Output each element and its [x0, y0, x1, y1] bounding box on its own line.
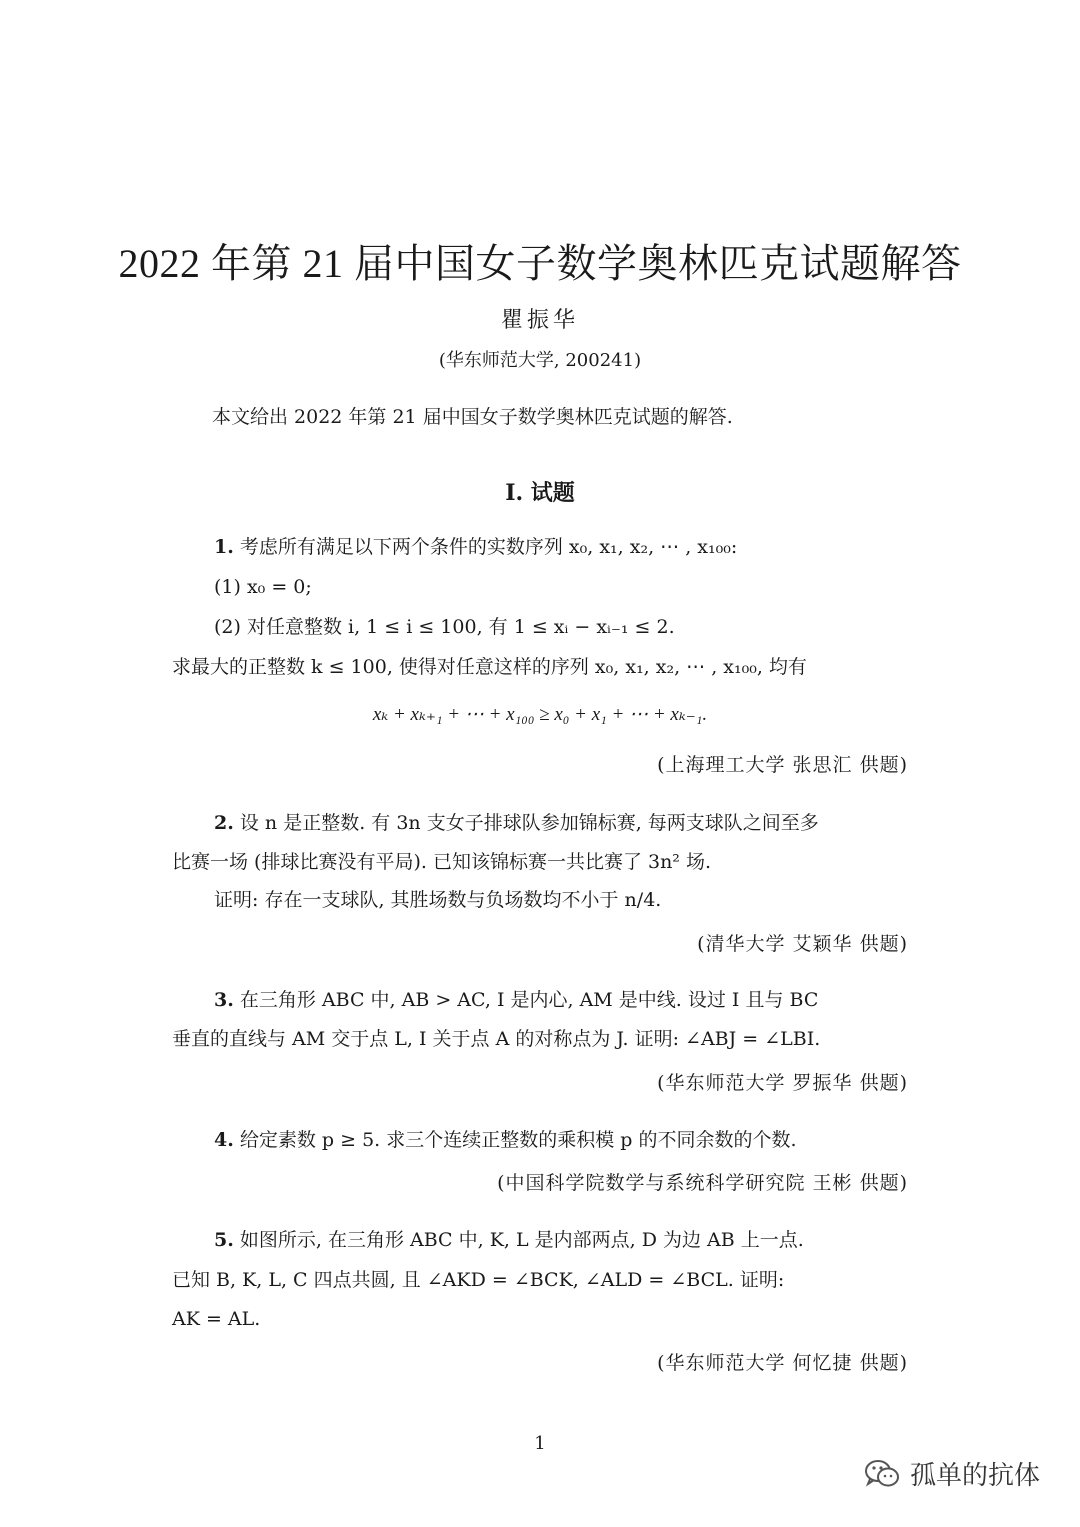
page-number: 1: [534, 1433, 546, 1454]
problem-1-source: (上海理工大学 张思汇 供题): [657, 754, 908, 776]
problem-3-line-2: 垂直的直线与 AM 交于点 L, I 关于点 A 的对称点为 J. 证明: ∠ABJ = ∠LBI.: [172, 1028, 821, 1050]
problem-5-text: 如图所示, 在三角形 ABC 中, K, L 是内部两点, D 为边 AB 上一点.: [239, 1229, 804, 1251]
problem-5-line-2: 已知 B, K, L, C 四点共圆, 且 ∠AKD = ∠BCK, ∠ALD = ∠BCL. 证明:: [172, 1269, 785, 1291]
problem-3-number: 3.: [214, 989, 234, 1011]
problem-5-source: (华东师范大学 何忆捷 供题): [657, 1352, 908, 1374]
problem-2-source: (清华大学 艾颖华 供题): [697, 933, 908, 955]
problem-5-line-3: AK = AL.: [172, 1308, 261, 1330]
problem-2-line-2: 比赛一场 (排球比赛没有平局). 已知该锦标赛一共比赛了 3n² 场.: [172, 851, 712, 873]
section-heading: I. 试题: [505, 480, 575, 506]
problem-3-source: (华东师范大学 罗振华 供题): [657, 1072, 908, 1094]
author-affiliation: (华东师范大学, 200241): [438, 350, 642, 371]
wechat-icon: [864, 1458, 902, 1490]
problem-2-line-1: [214, 814, 819, 833]
problem-1-text: 考虑所有满足以下两个条件的实数序列 x₀, x₁, x₂, ⋯ , x₁₀₀:: [239, 536, 738, 558]
watermark-text: 孤单的抗体: [910, 1461, 1041, 1491]
problem-1-inequality: xₖ + xₖ₊₁ + ⋯ + x₁₀₀ ≥ x₀ + x₁ + ⋯ + xₖ₋₁.: [372, 704, 708, 725]
page-title: 2022 年第 21 届中国女子数学奥林匹克试题解答: [118, 241, 962, 286]
problem-2-text: 设 n 是正整数. 有 3n 支女子排球队参加锦标赛, 每两支球队之间至多: [239, 812, 819, 834]
problem-1-condition-1: (1) x₀ = 0;: [214, 576, 312, 598]
problem-4-source: (中国科学院数学与系统科学研究院 王彬 供题): [497, 1172, 908, 1194]
problem-3-line-1: [214, 991, 818, 1010]
author-name: 瞿振华: [500, 308, 579, 333]
problem-2-line-3: 证明: 存在一支球队, 其胜场数与负场数均不小于 n/4.: [214, 889, 662, 911]
problem-5-line-1: [214, 1231, 804, 1250]
problem-2-number: 2.: [214, 812, 234, 834]
problem-1-number: 1.: [214, 536, 234, 558]
problem-1-condition-2: (2) 对任意整数 i, 1 ≤ i ≤ 100, 有 1 ≤ xᵢ − xᵢ₋₁ ≤ 2.: [214, 616, 675, 638]
problem-1-question: 求最大的正整数 k ≤ 100, 使得对任意这样的序列 x₀, x₁, x₂, ⋯ , x₁₀₀, 均有: [172, 656, 807, 678]
problem-4-number: 4.: [214, 1129, 234, 1151]
abstract-text: 本文给出 2022 年第 21 届中国女子数学奥林匹克试题的解答.: [212, 406, 733, 428]
problem-1-line-1: [214, 538, 737, 557]
watermark: [864, 1455, 1040, 1492]
problem-5-number: 5.: [214, 1229, 234, 1251]
problem-4-line-1: [214, 1131, 797, 1150]
problem-3-text: 在三角形 ABC 中, AB > AC, I 是内心, AM 是中线. 设过 I 且与 BC: [239, 989, 819, 1011]
problem-4-text: 给定素数 p ≥ 5. 求三个连续正整数的乘积模 p 的不同余数的个数.: [239, 1129, 797, 1151]
